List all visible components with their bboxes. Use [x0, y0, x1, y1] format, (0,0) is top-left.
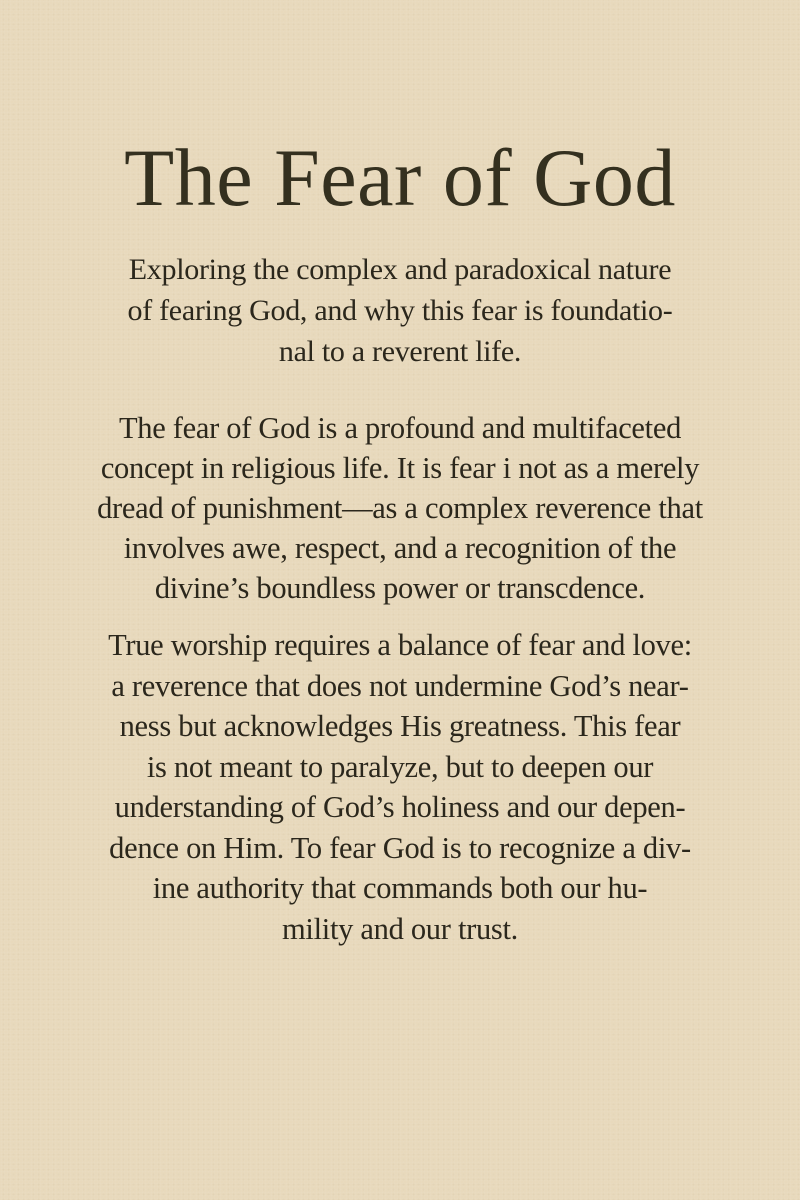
subtitle-line: Exploring the complex and paradoxical nature	[128, 253, 672, 286]
paragraph-line: dread of punishment—as a complex reverence that	[97, 491, 703, 525]
page-title: The Fear of God	[124, 132, 676, 223]
paragraph-line: mility and our trust.	[282, 911, 518, 946]
paragraph-line: divine’s boundless power or transcdence.	[154, 571, 646, 605]
paragraph-line: ine authority that commands both our hu-	[152, 871, 648, 905]
paragraph-line: The fear of God is a profound and multifaceted	[118, 411, 682, 445]
paragraph-2	[0, 625, 800, 949]
subtitle	[0, 249, 800, 372]
paragraph-line: concept in religious life. It is fear i not as a merely	[100, 451, 700, 485]
paragraph-line: a reverence that does not undermine God’s near-	[111, 668, 689, 703]
paragraph-line: involves awe, respect, and a recognition of the	[123, 531, 677, 565]
subtitle-line: nal to a reverent life.	[278, 335, 522, 368]
subtitle-line: of fearing God, and why this fear is foundatio-	[127, 294, 673, 327]
paragraph-line: understanding of God’s holiness and our depen-	[114, 790, 686, 824]
paragraph-line: True worship requires a balance of fear and love:	[108, 628, 692, 662]
paragraph-1	[0, 408, 800, 608]
paragraph-line: is not meant to paralyze, but to deepen our	[146, 749, 654, 784]
paragraph-line: dence on Him. To fear God is to recognize a div-	[109, 830, 691, 865]
paragraph-line: ness but acknowledges His greatness. This fear	[119, 709, 681, 743]
